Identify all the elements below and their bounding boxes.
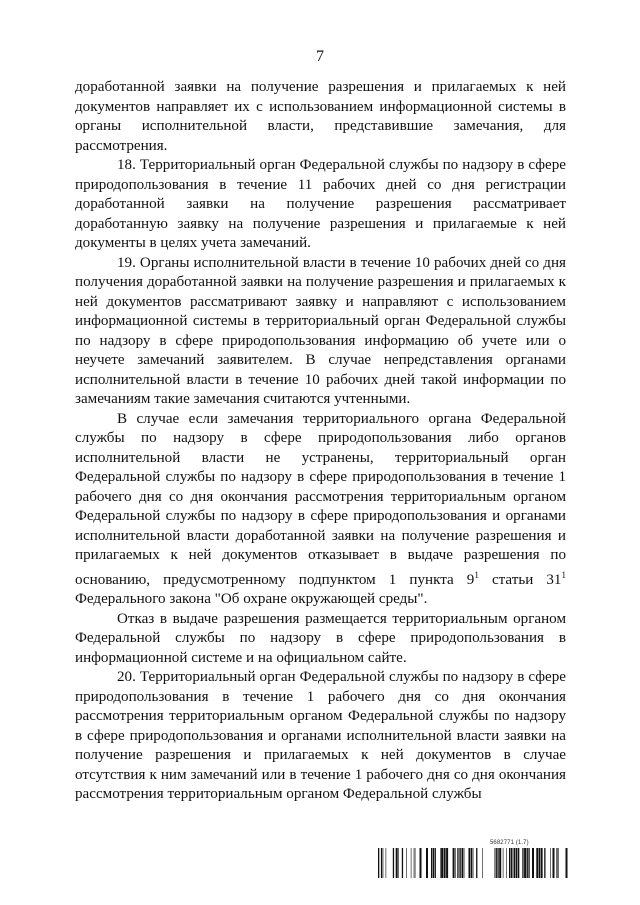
paragraph bbox=[75, 254, 566, 410]
paragraph bbox=[75, 156, 566, 254]
paragraph-text: 18. Территориальный орган Федеральной службы по надзору в сфере природопользования в течение 11 рабочих дней со дня регистрации доработанной заявки на получение разрешения рассматривает доработанную заявку на получение разрешения и прилагаемые к ней документы в целях учета замечаний. bbox=[75, 157, 566, 251]
paragraph bbox=[75, 410, 566, 610]
paragraph-text: статьи 31 bbox=[478, 571, 562, 588]
paragraph-text: В случае если замечания территориального органа Федеральной службы по надзору в сфере природопользования либо органов исполнительной власти не устранены, территориальный орган Федеральной службы по надзору в сфере природопользования в течение 1 рабочего дня со дня окончания рассмотрения территориальным органом Федеральной службы по надзору в сфере природопользования и органами исполнительной власти доработанной заявки на получение разрешения и прилагаемых к ней документов отказывает в выдаче разрешения по основанию, предусмотренному подпунктом 1 пункта 9 bbox=[75, 410, 566, 588]
document-body bbox=[75, 78, 566, 805]
document-code: 5682771 (1.7) bbox=[490, 840, 529, 846]
superscript: 1 bbox=[561, 569, 566, 580]
paragraph-text: Отказ в выдаче разрешения размещается территориальным органом Федеральной службы по надзору в сфере природопользования в информационной системе и на официальном сайте. bbox=[75, 610, 566, 666]
paragraph-text: 20. Территориальный орган Федеральной службы по надзору в сфере природопользования в течение 1 рабочего дня со дня окончания рассмотрения территориальным органом Федеральной службы по надзору в сфере природопользования и органами исполнительной власти заявки на получение разрешения и прилагаемых к ней документов в случае отсутствия к ним замечаний или в течение 1 рабочего дня со дня окончания рассмотрения территориальным органом Федеральной службы bbox=[75, 669, 566, 803]
page-number: 7 bbox=[316, 48, 324, 65]
superscript: 1 bbox=[474, 569, 479, 580]
paragraph bbox=[75, 78, 566, 156]
barcode-icon bbox=[378, 848, 568, 878]
paragraph bbox=[75, 610, 566, 669]
paragraph-text: 19. Органы исполнительной власти в течение 10 рабочих дней со дня получения доработанной заявки на получение разрешения и прилагаемых к ней документов рассматривают заявку и направляют с использованием информационной системы в территориальный орган Федеральной службы по надзору в сфере природопользования информацию об учете или о неучете замечаний заявителем. В случае непредставления органами исполнительной власти в течение 10 рабочих дней такой информации по замечаниям такие замечания считаются учтенными. bbox=[75, 254, 566, 407]
paragraph-text: доработанной заявки на получение разрешения и прилагаемых к ней документов направляет их с использованием информационной системы в органы исполнительной власти, представившие замечания, для рассмотрения. bbox=[75, 79, 566, 154]
paragraph-text: Федерального закона "Об охране окружающей среды". bbox=[75, 591, 428, 608]
paragraph bbox=[75, 668, 566, 805]
